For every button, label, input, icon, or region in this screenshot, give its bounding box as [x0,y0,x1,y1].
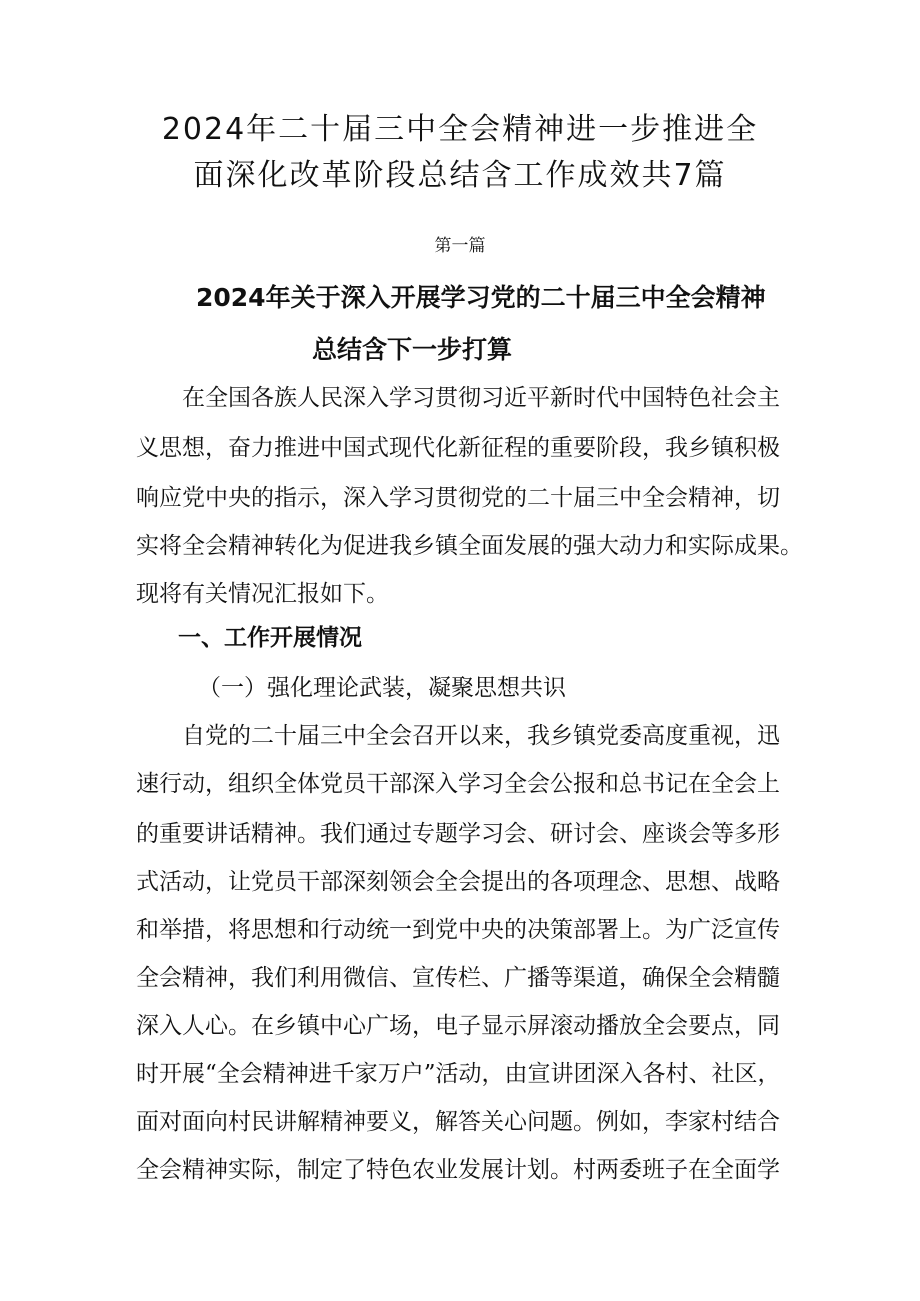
body-line-1: 自党的二十届三中全会召开以来，我乡镇党委高度重视，迅 [182,723,780,749]
subtitle-line-1: 2024年关于深入开展学习党的二十届三中全会精神 [196,283,766,312]
body-line-10: 全会精神实际，制定了特色农业发展计划。村两委班子在全面学 [136,1157,780,1183]
intro-line-3: 响应党中央的指示，深入学习贯彻党的二十届三中全会精神，切 [136,485,780,511]
part-label: 第一篇 [434,236,486,256]
document-title-line-2: 面深化改革阶段总结含工作成效共7篇 [193,158,727,193]
body-line-5: 和举措，将思想和行动统一到党中央的决策部署上。为广泛宣传 [136,917,780,943]
intro-line-5: 现将有关情况汇报如下。 [136,581,389,607]
body-line-3: 的重要讲话精神。我们通过专题学习会、研讨会、座谈会等多形 [136,821,780,847]
intro-line-1: 在全国各族人民深入学习贯彻习近平新时代中国特色社会主 [182,385,780,411]
body-line-9: 面对面向村民讲解精神要义，解答关心问题。例如，李家村结合 [136,1109,780,1135]
body-line-6: 全会精神，我们利用微信、宣传栏、广播等渠道，确保全会精髓 [136,965,780,991]
body-line-7: 深入人心。在乡镇中心广场，电子显示屏滚动播放全会要点，同 [136,1013,780,1039]
subtitle-line-2: 总结含下一步打算 [312,335,513,364]
document-title-line-1: 2024年二十届三中全会精神进一步推进全 [161,112,759,147]
intro-line-4: 实将全会精神转化为促进我乡镇全面发展的强大动力和实际成果。 [136,533,803,559]
subsection-heading: （一）强化理论武装，凝聚思想共识 [198,675,566,701]
section-heading: 一、工作开展情况 [178,625,362,651]
intro-line-2: 义思想，奋力推进中国式现代化新征程的重要阶段，我乡镇积极 [136,435,780,461]
body-line-8: 时开展“全会精神进千家万户”活动，由宣讲团深入各村、社区， [136,1061,781,1087]
body-line-2: 速行动，组织全体党员干部深入学习全会公报和总书记在全会上 [136,771,780,797]
body-line-4: 式活动，让党员干部深刻领会全会提出的各项理念、思想、战略 [136,869,780,895]
